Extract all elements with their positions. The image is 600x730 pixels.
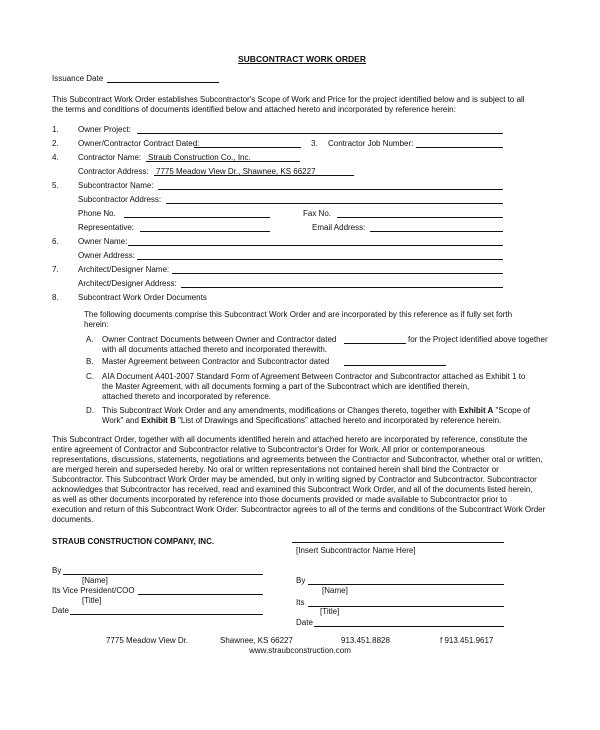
date-line-right[interactable] [314,626,504,627]
section8-intro-line-2: herein: [84,320,109,329]
closing-line-6: acknowledges that Subcontractor has received, read and examined this Subcontract Work Order, and all of the documents listed herein, [52,485,533,494]
contractor-address-underline [154,175,354,176]
by-label-left: By [52,566,62,575]
item-number-6: 6. [52,237,59,246]
contractor-address-value: 7775 Meadow View Dr., Shawnee, KS 66227 [156,167,316,176]
item-number-1: 1. [52,125,59,134]
owner-project-label: Owner Project: [78,125,131,134]
sub-item-c-letter: C. [86,372,94,381]
contractor-name-underline [146,161,300,162]
owner-address-field[interactable] [137,259,503,260]
item-number-8: 8. [52,293,59,302]
footer-phone: 913.451.8828 [341,636,390,645]
closing-line-9: documents. [52,515,94,524]
email-field[interactable] [370,231,503,232]
contractor-job-number-field[interactable] [416,147,503,148]
phone-field[interactable] [124,217,270,218]
sub-item-d-line1 [102,406,530,416]
closing-line-2: entire agreement of Contractor and Subcontractor relative to Subcontractor's Order for Work. All prior or contemporaneous [52,445,485,454]
item-number-3: 3. [311,139,318,148]
contractor-address-label: Contractor Address: [78,167,149,176]
fax-field[interactable] [337,217,503,218]
by-signature-line-right[interactable] [308,584,504,585]
email-label: Email Address: [312,223,366,232]
issuance-date-label: Issuance Date [52,74,104,83]
swo-documents-heading: Subcontract Work Order Documents [78,293,207,302]
owner-name-field[interactable] [128,245,503,246]
architect-address-label: Architect/Designer Address: [78,279,177,288]
intro-line-1: This Subcontract Work Order establishes Subcontractor's Scope of Work and Price for the project identified below and is subject to all [52,95,525,104]
sub-item-d-line2 [102,416,501,426]
closing-line-4: are merged herein and superseded hereby. No oral or written representations not contained herein shall bind the Contractor or [52,465,499,474]
owner-project-field[interactable] [137,133,503,134]
subcontractor-name-field[interactable] [158,189,503,190]
owner-name-label: Owner Name: [78,237,128,246]
owner-contract-date-field[interactable] [344,343,406,344]
footer-address: 7775 Meadow View Dr. [106,636,189,645]
closing-line-3: representations, discussions, statements, negotiations and agreements between the Contractor and Subcontractor, whether oral or written, [52,455,543,464]
representative-label: Representative: [78,223,135,232]
subcontractor-name-label: Subcontractor Name: [78,181,154,190]
master-agreement-date-field[interactable] [344,365,446,366]
footer-website[interactable]: www.straubconstruction.com [249,646,351,655]
footer-city: Shawnee, KS 66227 [220,636,293,645]
title-placeholder-left: [Title] [82,596,102,605]
date-label-right: Date [296,618,313,627]
insert-subcontractor-name-placeholder: [Insert Subcontractor Name Here] [296,546,416,555]
sub-item-a-line2: with all documents attached thereto and incorporated therewith. [102,345,328,354]
sub-item-c-line2: the Master Agreement, with all documents forming a part of the Subcontract which are identified therein, [102,382,470,391]
title-placeholder-right: [Title] [320,607,340,616]
by-label-right: By [296,576,306,585]
sub-item-d-line1-post: "Scope of [495,406,530,415]
closing-line-1: This Subcontract Order, together with all documents identified herein and attached hereto are incorporated by reference, constitute the [52,435,528,444]
fax-label: Fax No. [303,209,332,218]
sub-item-b-letter: B. [86,357,94,366]
document-title: SUBCONTRACT WORK ORDER [238,54,366,64]
contractor-name-value: Straub Construction Co., Inc. [148,153,251,162]
subcontractor-address-field[interactable] [166,203,503,204]
sub-item-b-text: Master Agreement between Contractor and Subcontractor dated [102,357,330,366]
sub-item-a-letter: A. [86,335,94,344]
item-number-7: 7. [52,265,59,274]
footer-fax: f 913.451.9617 [440,636,494,645]
subcontractor-name-signature-line[interactable] [292,542,504,543]
closing-line-5: Subcontractor. This Subcontract Work Order may be amended, but only in writing signed by Contractor and Subcontractor. Subcontractor [52,475,537,484]
sub-item-a-part2: for the Project identified above together [408,335,548,344]
contractor-name-label: Contractor Name: [78,153,142,162]
issuance-date-field[interactable] [107,82,219,83]
owner-address-label: Owner Address: [78,251,135,260]
name-placeholder-right: [Name] [322,586,348,595]
company-signature-heading: STRAUB CONSTRUCTION COMPANY, INC. [52,537,215,546]
architect-address-field[interactable] [181,287,503,288]
sub-item-d-line1-pre: This Subcontract Work Order and any amendments, modifications or Changes thereto, together with [102,406,457,415]
item-number-5: 5. [52,181,59,190]
by-signature-line-left[interactable] [63,574,263,575]
its-title-line-left[interactable] [138,594,263,595]
sub-item-d-letter: D. [86,406,94,415]
exhibit-a-label: Exhibit A [458,406,494,415]
section8-intro-line-1: The following documents comprise this Subcontract Work Order and are incorporated by this reference as if fully set forth [84,310,513,319]
sub-item-c-line3: attached thereto and incorporated by reference. [102,392,271,401]
sub-item-a-part1: Owner Contract Documents between Owner and Contractor dated [102,335,337,344]
sub-item-d-line2-post: "List of Drawings and Specifications" attached hereto and incorporated by reference herein. [178,416,502,425]
contractor-job-number-label: Contractor Job Number: [328,139,414,148]
owner-contract-dated-label: Owner/Contractor Contract Dated: [78,139,200,148]
phone-label: Phone No. [78,209,116,218]
exhibit-b-label: Exhibit B [141,416,176,425]
date-label-left: Date [52,606,69,615]
item-number-2: 2. [52,139,59,148]
item-number-4: 4. [52,153,59,162]
architect-name-field[interactable] [172,273,503,274]
intro-line-2: the terms and conditions of documents identified below and attached hereto and incorporated by reference herein: [52,105,456,114]
subcontractor-address-label: Subcontractor Address: [78,195,162,204]
owner-contract-dated-field[interactable] [194,147,301,148]
its-vp-label: Its Vice President/COO [52,586,135,595]
date-line-left[interactable] [70,614,263,615]
name-placeholder-left: [Name] [82,576,108,585]
sub-item-d-line2-pre: Work" and [102,416,139,425]
its-label-right: Its [296,598,305,607]
architect-name-label: Architect/Designer Name: [78,265,170,274]
sub-item-c-line1: AIA Document A401-2007 Standard Form of Agreement Between Contractor and Subcontractor attached as Exhibit 1 to [102,372,526,381]
representative-field[interactable] [140,231,270,232]
closing-line-8: execution and return of this Subcontract Work Order. Subcontractor agrees to all of the terms and conditions of the Subcontract Work Order [52,505,546,514]
closing-line-7: as well as other documents incorporated by reference into those documents provided or made available to Subcontractor prior to [52,495,507,504]
